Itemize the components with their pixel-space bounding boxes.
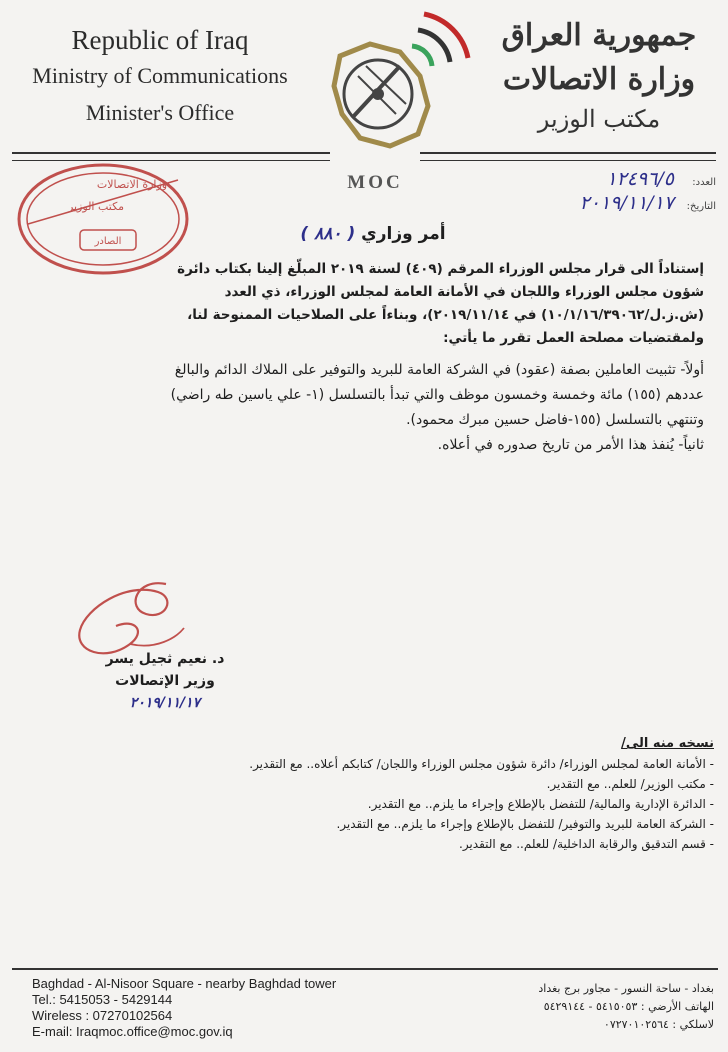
footer-rule (12, 968, 718, 970)
footer-tel-ar: الهاتف الأرضي : ٥٤١٥٠٥٣ - ٥٤٢٩١٤٤ (543, 1000, 714, 1013)
item-two-line: ثانياً- يُنفذ هذا الأمر من تاريخ صدوره في أعلاه. (437, 437, 704, 453)
list-item: - الشركة العامة للبريد والتوفير/ للتفضل بالإطلاع وإجراء ما يلزم.. مع التقدير. (336, 817, 714, 831)
footer-arabic (464, 980, 714, 1034)
date-label: التاريخ: (686, 201, 716, 212)
signature-date: ٢٠١٩/١١/١٧ (129, 695, 201, 711)
reference-block (530, 168, 716, 216)
stamp-office: مكتب الوزير (67, 200, 125, 213)
footer-email[interactable]: E-mail: Iraqmoc.office@moc.gov.iq (32, 1024, 233, 1039)
copies-heading: نسخه منه الى/ (621, 736, 714, 751)
body-line: ولمقتضيات مصلحة العمل تقرر ما يأتي: (443, 330, 704, 346)
header-office: Minister's Office (85, 100, 235, 125)
order-items (28, 358, 704, 458)
header-arabic (484, 14, 714, 136)
copies-list (170, 734, 714, 854)
list-item: - قسم التدقيق والرقابة الداخلية/ للعلم.. مع التقدير. (459, 837, 714, 851)
list-item: - الدائرة الإدارية والمالية/ للتفضل بالإطلاع وإجراء ما يلزم.. مع التقدير. (367, 797, 714, 811)
header-english (10, 22, 310, 132)
number-label: العدد: (692, 177, 716, 188)
header-ministry: Ministry of Communications (32, 63, 288, 88)
header-rule-right (420, 152, 716, 154)
list-item: - مكتب الوزير/ للعلم.. مع التقدير. (546, 777, 714, 791)
footer-tel: Tel.: 5415053 - 5429144 (32, 992, 173, 1007)
header-country-ar: جمهورية العراق (501, 18, 697, 53)
order-number: ( ٨٨٠ ) (300, 224, 356, 244)
order-body (28, 258, 704, 458)
body-line: شؤون مجلس الوزراء واللجان في الأمانة العامة لمجلس الوزراء، ذي العدد (224, 284, 704, 300)
item-one-line: وتنتهي بالتسلسل (١٥٥-فاضل حسين مبرك محمود). (406, 412, 704, 428)
logo-text: MOC (347, 172, 403, 193)
footer-wireless: Wireless : 07270102564 (32, 1008, 173, 1023)
footer-wireless-ar: لاسلكي : ٠٧٢٧٠١٠٢٥٦٤ (603, 1018, 714, 1031)
body-line: إستناداً الى قرار مجلس الوزراء المرقم (٤٠٩) لسنة ٢٠١٩ المبلّغ إلينا بكتاب دائرة (177, 261, 704, 277)
date-value: ٢٠١٩/١١/١٧ (579, 192, 674, 214)
signatory-name: د. نعيم ثجيل يسر (105, 651, 225, 667)
list-item: - الأمانة العامة لمجلس الوزراء/ دائرة شؤون مجلس الوزراء واللجان/ كتابكم أعلاه.. مع التقدير. (249, 757, 714, 771)
item-one-line: عددهم (١٥٥) مائة وخمسة وخمسون موظف والتي تبدأ بالتسلسل (١- علي ياسين طه راضي) (170, 387, 704, 403)
body-line: (ش.ز.ل/١٠/١/١٦/٣٩٠٦٢) في ٢٠١٩/١١/١٤)، وبناءاً على الصلاحيات الممنوحة لنا، (187, 307, 704, 323)
item-one-line: أولاً- تثبيت العاملين بصفة (عقود) في الشركة العامة للبريد والتوفير على الملاك الدائم والبالغ (174, 362, 704, 378)
footer-address: Baghdad - Al-Nisoor Square - nearby Baghdad tower (32, 976, 337, 991)
signature-block (90, 648, 240, 714)
header-ministry-ar: وزارة الاتصالات (502, 62, 696, 97)
header-rule-right-2 (420, 160, 716, 161)
order-title-text: أمر وزاري (361, 224, 446, 244)
order-title (288, 224, 458, 244)
header-country: Republic of Iraq (71, 25, 249, 55)
header-office-ar: مكتب الوزير (537, 105, 661, 133)
footer-address-ar: بغداد - ساحة النسور - مجاور برج بغداد (538, 982, 714, 995)
ministry-logo-icon (300, 6, 480, 181)
signatory-role: وزير الإتصالات (115, 673, 215, 689)
stamp-ministry: وزارة الاتصالات (96, 178, 168, 191)
footer-english (32, 976, 432, 1040)
header-rule-left (12, 152, 330, 154)
stamp-outgoing: الصادر (94, 236, 122, 247)
number-value: ١٢٤٩٦/٥ (606, 168, 674, 190)
